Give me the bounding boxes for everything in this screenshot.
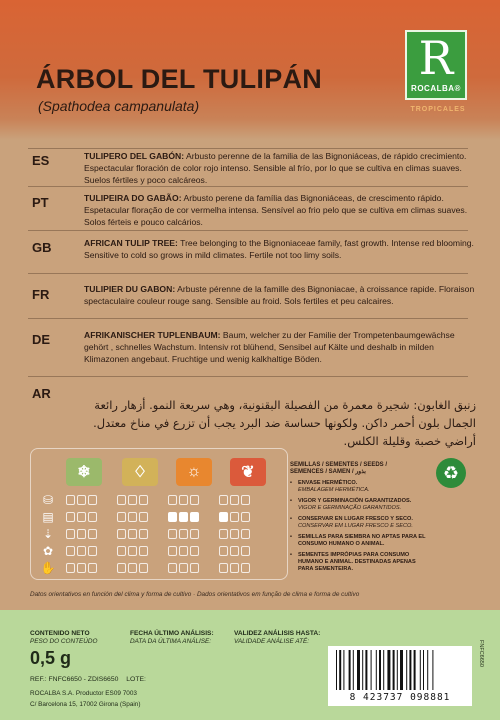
month-cell [230, 512, 239, 522]
month-row [66, 546, 250, 556]
logo-letter: R [418, 31, 454, 85]
legend-line: SEMENTES IMPRÓPIAS PARA CONSUMO HUMANO E ANIMAL. DESTINADAS APENAS PARA SEMENTEIRA. [298, 552, 416, 572]
month-cell [190, 512, 199, 522]
logo-subtitle: TROPICALES [410, 106, 466, 113]
month-cell [190, 563, 199, 573]
common-name: TULIPEIRA DO GABÃO: [84, 193, 182, 203]
recycle-icon: ♻ [436, 458, 466, 488]
month-cell [128, 563, 137, 573]
net-weight: 0,5 g [30, 648, 72, 668]
month-cell [241, 495, 250, 505]
ref-code: REF.: FNFC6650 - ZDIS6650 [30, 676, 119, 683]
lang-code-fr: FR [32, 287, 50, 302]
lang-text-de [84, 329, 476, 365]
lang-text-ar: زنبق الغابون: شجيرة معمرة من الفصيلة البقنونية، وهي سريعة النمو. أزهار رائعة الجمال بلون أحمر داكن. ولكونها حساسة ضد البرد يجب أن تزرع في مناخ معتدل. أراضي خصبة وقليلة الكلس. [93, 398, 476, 448]
lang-text-gb [84, 237, 476, 261]
month-cell [241, 529, 250, 539]
month-cell [66, 546, 75, 556]
net-content-label: CONTENIDO NETO [30, 630, 90, 637]
description: Baum, welcher zu der Familie der Trompetenbaumgewächse gehört , schnelles Wachstum. Intensiv rot blühend, Sensibel auf Kälte und deshalb in milden Klimazonen angebaut. Fruchtige und wenig kalkhaltige Böden. [84, 330, 455, 364]
leaf-icon: ♢ [122, 458, 158, 486]
month-cell [179, 529, 188, 539]
month-cell [219, 512, 228, 522]
rocalba-logo [405, 30, 467, 100]
lot-label: LOTE: [126, 676, 146, 683]
maple-leaf-icon: ❦ [230, 458, 266, 486]
legend-line: SEMILLAS PARA SIEMBRA NO APTAS PARA EL CONSUMO HUMANO O ANIMAL. [298, 534, 426, 547]
lang-code-de: DE [32, 332, 51, 347]
month-cell [230, 495, 239, 505]
month-cell [168, 512, 177, 522]
month-row [66, 512, 250, 522]
harvest-icon: ✋ [40, 561, 56, 575]
month-cell [219, 546, 228, 556]
flowering-icon: ✿ [42, 544, 54, 558]
month-cell [66, 563, 75, 573]
month-cell [88, 529, 97, 539]
month-cell [128, 512, 137, 522]
legend-line: VIGOR E GERMINAÇÃO GARANTIDOS. [298, 505, 402, 511]
legend-items [290, 480, 430, 573]
month-cell [241, 563, 250, 573]
legend-item [290, 498, 430, 512]
bullet: • [290, 480, 292, 486]
legend-text [298, 516, 413, 530]
sowing-icon: ⛁ [42, 493, 54, 507]
legend-heading-line: SEMILLAS / SEMENTES / SEEDS / [290, 462, 388, 468]
description: Arbusto perenne de la familia de las Bignoniáceas, de rápido crecimiento. Espectacular floración de color rojo intenso. Sensible al frío, por lo que se cultiva en climas suaves. Suelos fértiles y poco calcáreos. [84, 151, 467, 185]
month-cell [179, 512, 188, 522]
month-cell [117, 512, 126, 522]
legend-text [298, 480, 370, 494]
month-cell [66, 495, 75, 505]
legend-text [298, 534, 430, 548]
legend-item [290, 534, 430, 548]
month-cell [139, 512, 148, 522]
legend-line: VIGOR Y GERMINACIÓN GARANTIZADOS. [298, 498, 412, 504]
month-cell [77, 529, 86, 539]
divider [28, 376, 468, 377]
analysis-date-label: FECHA ÚLTIMO ANÁLISIS: [130, 630, 214, 637]
month-cell [179, 546, 188, 556]
bullet: • [290, 534, 292, 540]
seed-legend [290, 462, 430, 577]
month-cell [77, 563, 86, 573]
month-cell [168, 529, 177, 539]
lang-text-fr [84, 283, 476, 307]
month-cell [168, 495, 177, 505]
legend-item [290, 552, 430, 573]
month-cell [88, 512, 97, 522]
bullet: • [290, 552, 292, 558]
lang-code-gb: GB [32, 240, 52, 255]
common-name: AFRICAN TULIP TREE: [84, 238, 178, 248]
divider [28, 273, 468, 274]
month-cell [230, 529, 239, 539]
scientific-name: (Spathodea campanulata) [38, 98, 200, 114]
barcode [328, 646, 472, 706]
month-cell [139, 495, 148, 505]
lang-code-pt: PT [32, 195, 49, 210]
month-cell [77, 512, 86, 522]
month-cell [117, 563, 126, 573]
legend-item [290, 516, 430, 530]
legend-heading-line: SEMENCES / SAMEN / بذور [290, 469, 366, 475]
common-name: TULIPIER DU GABON: [84, 284, 176, 294]
page-title: ÁRBOL DEL TULIPÁN [36, 64, 323, 94]
month-cell [139, 529, 148, 539]
reference [30, 676, 146, 683]
side-code: FNFC6650 [478, 640, 484, 667]
month-cell [230, 563, 239, 573]
legend-item [290, 480, 430, 494]
description: Arbuste pérenne de la famille des Bignoniacae, à croissance rapide. Floraison spectaculaire couleur rouge sang. Sensible au froid. Sols fertiles et peu calcaires. [84, 284, 475, 306]
month-cell [128, 495, 137, 505]
address: C/ Barcelona 15, 17002 Girona (Spain) [30, 701, 141, 708]
month-cell [66, 512, 75, 522]
month-cell [66, 529, 75, 539]
month-cell [139, 563, 148, 573]
month-cell [219, 563, 228, 573]
month-cell [128, 529, 137, 539]
divider [28, 186, 468, 187]
month-row [66, 495, 250, 505]
month-row [66, 529, 250, 539]
footnote: Datos orientativos en función del clima y forma de cultivo · Dados orientativos em função de clima e forma de cultivo [30, 591, 360, 598]
bullet: • [290, 516, 292, 522]
month-cell [168, 546, 177, 556]
month-cell [241, 512, 250, 522]
legend-line: EMBALAGEM HERMÉTICA. [298, 487, 370, 493]
barcode-number: 8 423737 098881 [349, 692, 451, 703]
legend-heading [290, 462, 430, 476]
month-cell [219, 495, 228, 505]
snowflake-icon: ❄ [66, 458, 102, 486]
month-cell [88, 546, 97, 556]
month-cell [241, 546, 250, 556]
month-cell [128, 546, 137, 556]
legend-text [298, 498, 411, 512]
seedbed-icon: ▤ [42, 510, 54, 524]
common-name: TULIPERO DEL GABÓN: [84, 151, 185, 161]
barcode-bars [336, 650, 464, 690]
analysis-date-label-pt: DATA DA ÚLTIMA ANÁLISE: [130, 638, 212, 645]
lang-text-pt [84, 192, 476, 228]
description: Tree belonging to the Bignoniaceae family, fast growth. Intense red blooming. Sensitive to cold so grows in mild climates. Fertile not too limy soils. [84, 238, 474, 260]
validity-label: VALIDEZ ANÁLISIS HASTA: [234, 630, 321, 637]
description: Arbusto perene da família das Bignoniáceas, de crescimento rápido. Espetacular floração de cor vermelha intensa. Sensível ao frio pelo que se cultiva em climas suaves. Solos férteis e pouco calcários. [84, 193, 468, 227]
month-cell [77, 495, 86, 505]
transplant-icon: ⇣ [42, 527, 54, 541]
month-cell [117, 546, 126, 556]
month-cell [139, 546, 148, 556]
legend-line: CONSERVAR EM LUGAR FRESCO E SECO. [298, 523, 413, 529]
producer: ROCALBA S.A. Productor ES09 7003 [30, 690, 137, 697]
month-cell [190, 546, 199, 556]
month-cell [179, 563, 188, 573]
month-cell [230, 546, 239, 556]
month-cell [168, 563, 177, 573]
month-cell [88, 495, 97, 505]
divider [28, 148, 468, 149]
validity-label-pt: VALIDADE ANÁLISE ATÉ: [234, 638, 310, 645]
legend-text [298, 552, 430, 573]
legend-line: CONSERVAR EN LUGAR FRESCO Y SECO. [298, 516, 413, 522]
lang-code-es: ES [32, 153, 50, 168]
month-row [66, 563, 250, 573]
lang-code-ar: AR [32, 386, 51, 401]
month-cell [117, 529, 126, 539]
sun-icon: ☼ [176, 458, 212, 486]
legend-line: ENVASE HERMÉTICO. [298, 480, 358, 486]
month-cell [88, 563, 97, 573]
bullet: • [290, 498, 292, 504]
month-cell [77, 546, 86, 556]
month-cell [117, 495, 126, 505]
lang-text-es [84, 150, 476, 186]
month-cell [179, 495, 188, 505]
divider [28, 230, 468, 231]
common-name: AFRIKANISCHER TUPLENBAUM: [84, 330, 221, 340]
net-content-label-pt: PESO DO CONTEÚDO [30, 638, 98, 645]
logo-name: ROCALBA® [411, 84, 461, 93]
month-cell [219, 529, 228, 539]
month-cell [190, 495, 199, 505]
divider [28, 318, 468, 319]
month-cell [190, 529, 199, 539]
